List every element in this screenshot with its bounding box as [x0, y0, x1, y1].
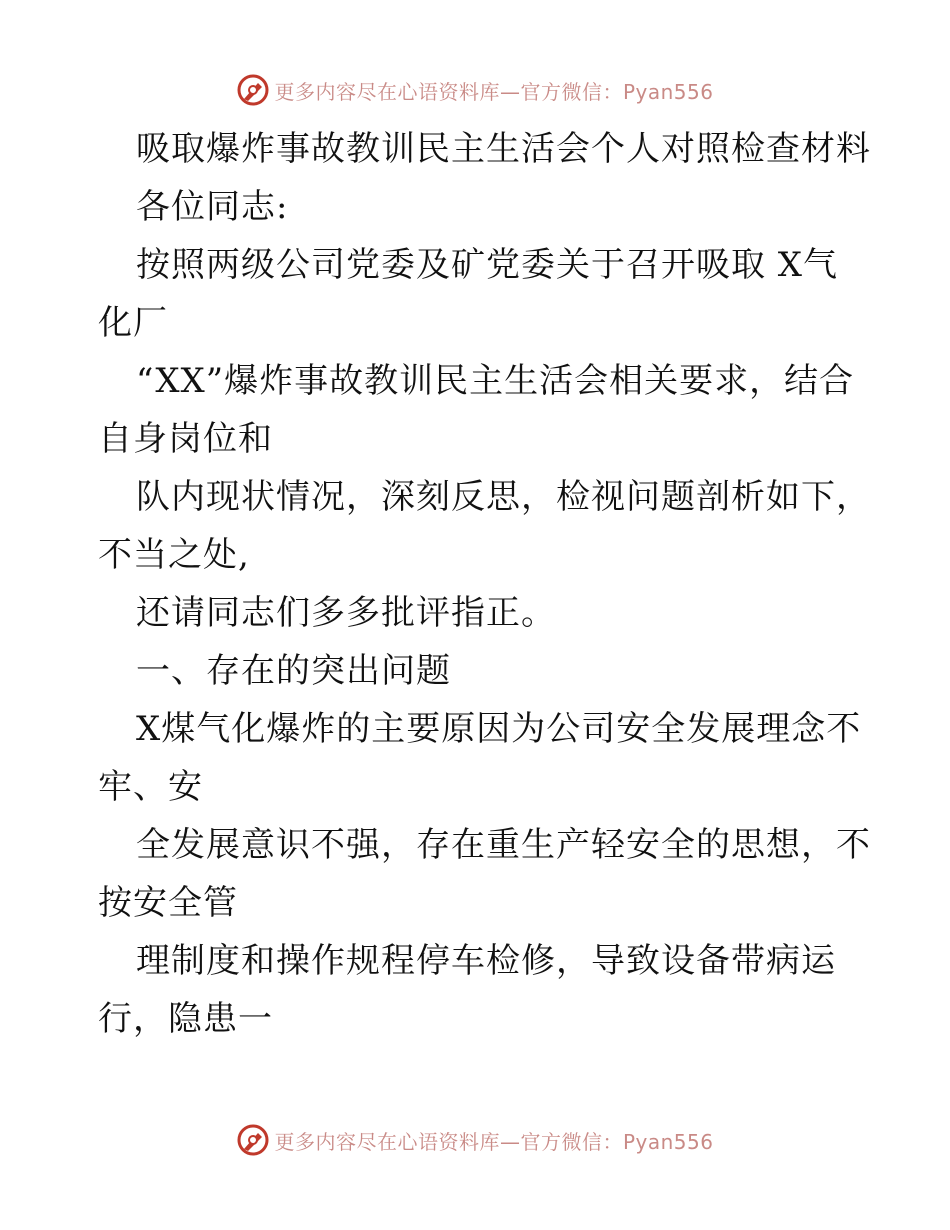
paragraph-line: 按安全管	[98, 883, 238, 923]
paragraph-line: 队内现状情况，深刻反思，检视问题剖析如下，	[136, 477, 871, 517]
header-watermark-banner	[0, 70, 950, 110]
paragraph-line: 牢、安	[98, 767, 203, 807]
paragraph-line: “XX”爆炸事故教训民主生活会相关要求，结合	[136, 361, 855, 401]
paragraph-line: 全发展意识不强，存在重生产轻安全的思想，不	[136, 825, 871, 865]
paragraph-line: 还请同志们多多批评指正。	[136, 593, 556, 633]
paragraph-line: X煤气化爆炸的主要原因为公司安全发展理念不	[136, 709, 862, 749]
paragraph-line: 各位同志:	[136, 187, 289, 227]
document-title: 吸取爆炸事故教训民主生活会个人对照检查材料	[136, 129, 871, 169]
logo-seal-icon	[236, 73, 270, 107]
paragraph-line: 按照两级公司党委及矿党委关于召开吸取 X气	[136, 245, 839, 285]
footer-banner-text: 更多内容尽在心语资料库—官方微信：Pyan556	[274, 1129, 714, 1154]
paragraph-line: 理制度和操作规程停车检修，导致设备带病运	[136, 941, 836, 981]
paragraph-line: 自身岗位和	[98, 419, 273, 459]
logo-seal-icon	[236, 1123, 270, 1157]
paragraph-line: 化厂	[98, 303, 168, 343]
paragraph-line: 行，隐患一	[98, 999, 273, 1039]
footer-watermark-banner	[0, 1120, 950, 1160]
document-body	[98, 120, 871, 1048]
section-heading: 一、存在的突出问题	[136, 651, 451, 691]
paragraph-line: 不当之处,	[98, 535, 250, 575]
header-banner-text: 更多内容尽在心语资料库—官方微信：Pyan556	[274, 79, 714, 104]
